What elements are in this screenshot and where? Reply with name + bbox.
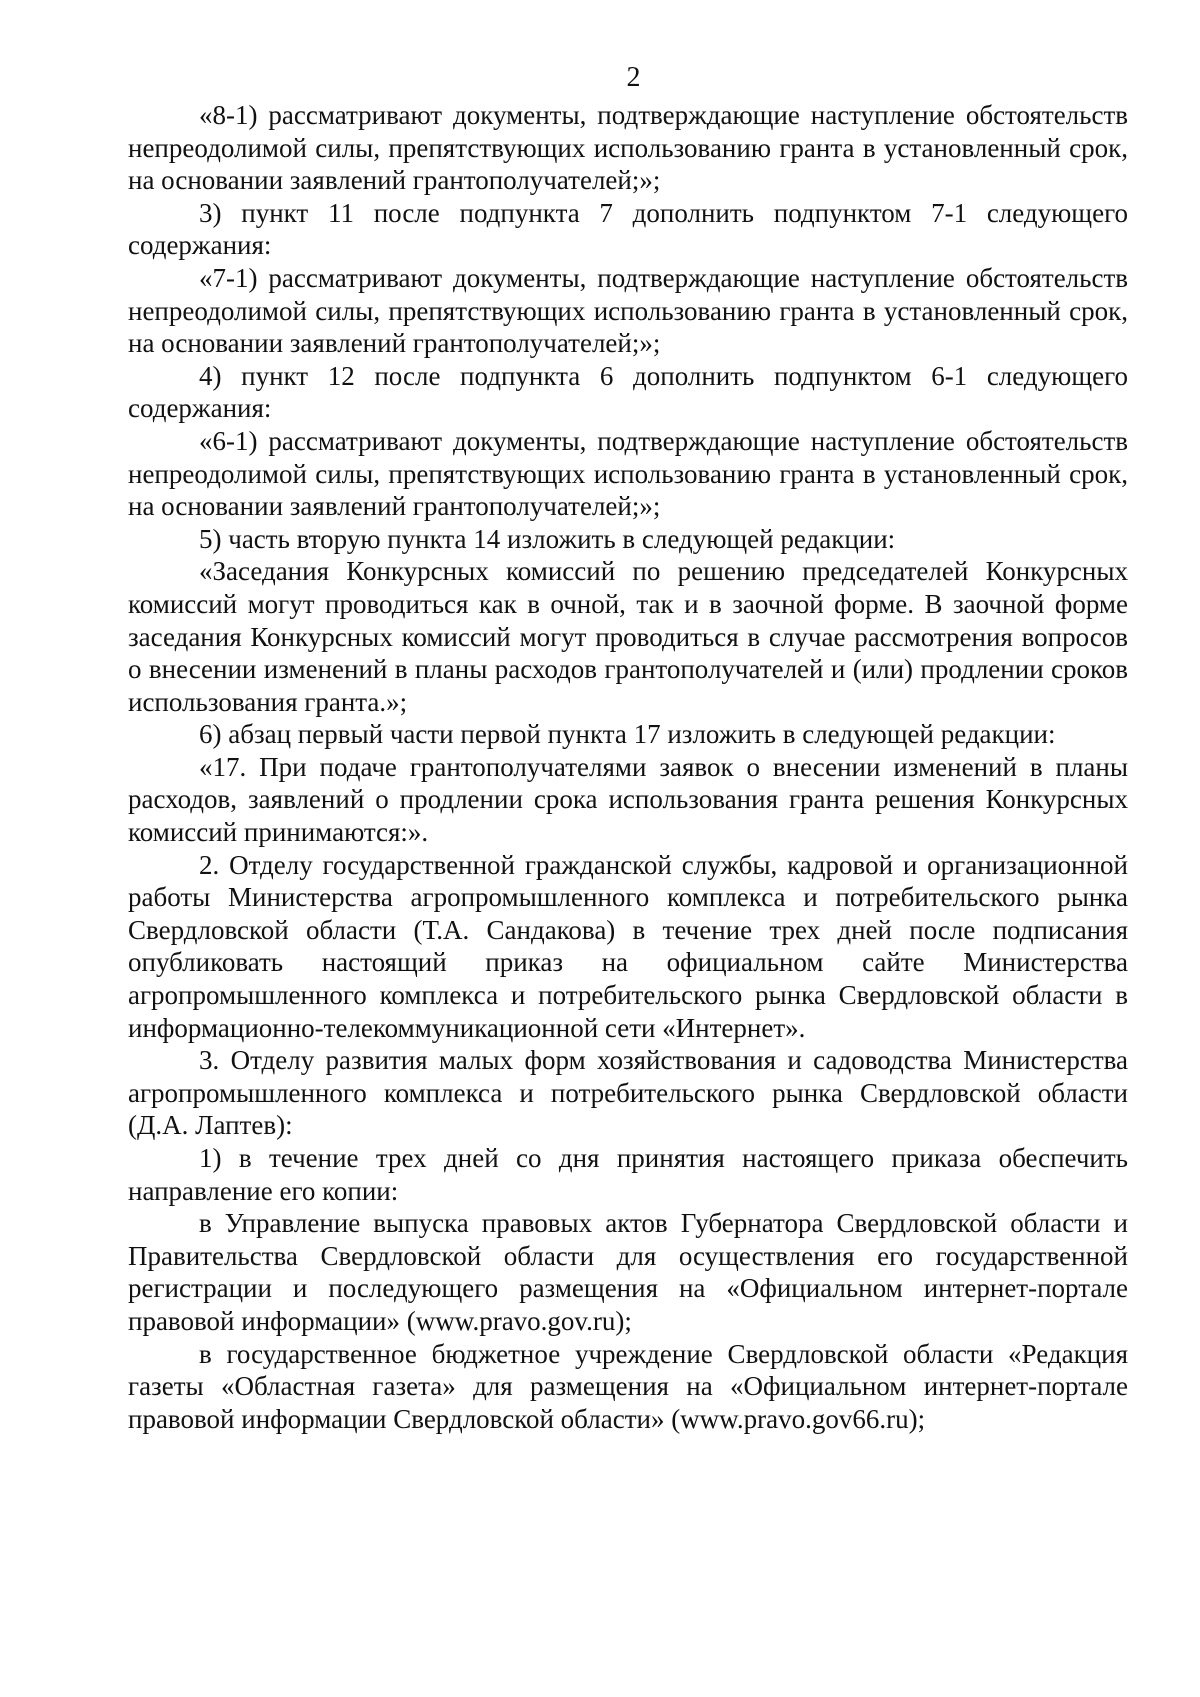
- paragraph-7-1: «7-1) рассматривают документы, подтверждающие наступление обстоятельств непреодолимой силы, препятствующих использованию гранта в установленный срок, на основании заявлений грантополучателей;»;: [128, 262, 1128, 359]
- document-body: [128, 99, 1128, 1435]
- paragraph-8-1: «8-1) рассматривают документы, подтверждающие наступление обстоятельств непреодолимой силы, препятствующих использованию гранта в установленный срок, на основании заявлений грантополучателей;»;: [128, 100, 1128, 196]
- paragraph-item-4: 4) пункт 12 после подпункта 6 дополнить подпунктом 6-1 следующего содержания:: [128, 360, 1128, 424]
- paragraph-commission-meetings: «Заседания Конкурсных комиссий по решению председателей Конкурсных комиссий могут проводиться как в очной, так и в заочной форме. В заочной форме заседания Конкурсных комиссий могут проводиться в случае рассмотрения вопросов о внесении изменений в планы расходов грантополучателей и (или) продлении сроков использования гранта.»;: [128, 556, 1128, 717]
- paragraph-section-3: 3. Отделу развития малых форм хозяйствования и садоводства Министерства агропромышленного комплекса и потребительского рынка Свердловской области (Д.А. Лаптев):: [128, 1045, 1128, 1141]
- page-number: 2: [626, 62, 641, 93]
- paragraph-section-2: 2. Отделу государственной гражданской службы, кадровой и организационной работы Министерства агропромышленного комплекса и потребительского рынка Свердловской области (Т.А. Сандакова) в течение трех дней после подписания опубликовать настоящий приказ на официальном сайте Министерства агропромышленного комплекса и потребительского рынка Свердловской области в информационно-телекоммуникационной сети «Интернет».: [128, 849, 1128, 1043]
- paragraph-sub-1: 1) в течение трех дней со дня принятия настоящего приказа обеспечить направление его копии:: [128, 1143, 1128, 1206]
- paragraph-17: «17. При подаче грантополучателями заявок о внесении изменений в планы расходов, заявлений о продлении срока использования гранта решения Конкурсных комиссий принимаются:».: [128, 751, 1128, 848]
- paragraph-item-5: 5) часть вторую пункта 14 изложить в следующей редакции:: [199, 523, 896, 554]
- paragraph-legal-acts-dept: в Управление выпуска правовых актов Губернатора Свердловской области и Правительства Свердловской области для осуществления его государственной регистрации и последующего размещения на «Официальном интернет-портале правовой информации» (www.pravo.gov.ru);: [128, 1208, 1128, 1336]
- paragraph-regional-gazette: в государственное бюджетное учреждение Свердловской области «Редакция газеты «Областная газета» для размещения на «Официальном интернет-портале правовой информации Свердловской области» (www.pravo.gov66.ru);: [128, 1338, 1128, 1434]
- paragraph-6-1: «6-1) рассматривают документы, подтверждающие наступление обстоятельств непреодолимой силы, препятствующих использованию гранта в установленный срок, на основании заявлений грантополучателей;»;: [128, 425, 1128, 522]
- paragraph-item-3: 3) пункт 11 после подпункта 7 дополнить подпунктом 7-1 следующего содержания:: [128, 197, 1128, 261]
- paragraph-item-6: 6) абзац первый части первой пункта 17 изложить в следующей редакции:: [199, 719, 1056, 750]
